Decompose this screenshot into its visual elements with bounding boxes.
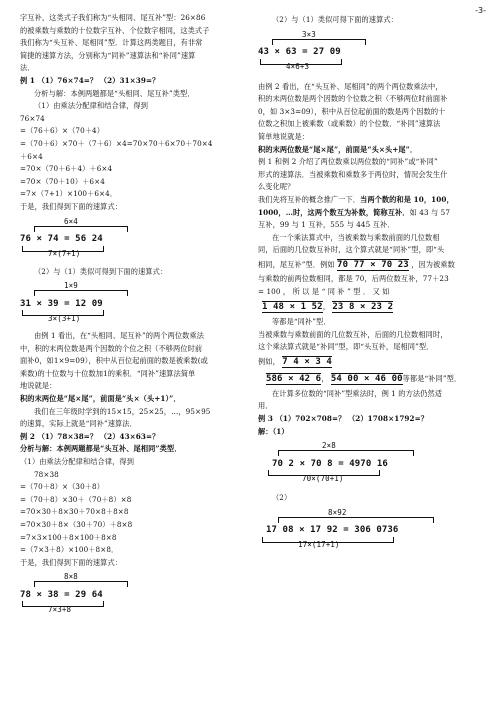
paragraph-line: 乘数)的十位数与十位数加1的乘积．“同补”速算法简单 bbox=[20, 368, 196, 378]
paragraph-line: 形式的速算法．当被乘数和乘数多于两位时，情况会发生什 bbox=[258, 169, 448, 179]
text-span: 相同，尾互补”型．例如 bbox=[258, 259, 335, 269]
paragraph-line: 地说就是： bbox=[20, 381, 57, 391]
paragraph-line: 在计算多位数的“同补”型乘法时，例 1 的方法仍然适 bbox=[272, 388, 443, 398]
example-3-part-2: （2） bbox=[272, 493, 292, 503]
text-span: 如 43 与 57 bbox=[409, 207, 451, 217]
speed-calc-diagram-5 bbox=[258, 440, 486, 488]
left-column bbox=[20, 12, 248, 619]
paragraph-line bbox=[258, 207, 486, 220]
speed-calc-diagram-2 bbox=[20, 280, 248, 326]
paragraph-line bbox=[258, 370, 486, 388]
inline-expression: 54 00 × 46 00 bbox=[330, 373, 403, 384]
diagram-bottom-label: 7×(7+1) bbox=[48, 249, 81, 259]
page-number: -3- bbox=[475, 6, 486, 15]
inline-expression: 586 × 42 6 bbox=[266, 373, 322, 384]
calc-line: 78×38 bbox=[34, 469, 59, 479]
paragraph-line: 中，积的末两位数是两个因数的个位之积（不够两位时前 bbox=[20, 343, 203, 353]
example-1-heading: 例 1 （1）76×74=？ （2）31×39=？ bbox=[20, 75, 160, 85]
paragraph-line: 我们称为“头互补、尾相同”型．计算这两类题目，有非常 bbox=[20, 38, 203, 48]
calc-line: =（76＋6）×（70＋4） bbox=[20, 126, 105, 136]
speed-calc-diagram-1 bbox=[20, 216, 248, 262]
paragraph-line: 在一个乘法算式中，当被乘数与乘数前面的几位数相 bbox=[272, 232, 440, 242]
calc-line: =70×30＋8×30＋70×8＋8×8 bbox=[20, 507, 129, 517]
diagram-bottom-label: 17×(17+1) bbox=[298, 540, 340, 550]
paragraph-line: 么变化呢？ bbox=[258, 182, 295, 192]
example-3-solution: 解：（1） bbox=[258, 426, 289, 436]
paragraph-line: 简单地说就是： bbox=[258, 131, 310, 141]
diagram-expression: 31 × 39 = 12 09 bbox=[20, 298, 103, 309]
calc-line: =70×30＋8×（30＋70）＋8×8 bbox=[20, 520, 133, 529]
paragraph-line: 例 1 和例 2 介绍了两位数乘以两位数的“同补”或“补同” bbox=[258, 157, 438, 167]
diagram-top-label: 8×8 bbox=[64, 572, 78, 582]
paragraph-line: 法． bbox=[20, 63, 35, 73]
paragraph-line: = 100 ， 所 以 是 “ 同 补 ” 型 ． 又 如 bbox=[258, 286, 390, 296]
diagram-top-label: 8×92 bbox=[328, 507, 347, 517]
calc-line: =7×3×100＋8×100＋8×8 bbox=[20, 532, 117, 542]
inline-expression: 7 4 × 3 4 bbox=[282, 356, 332, 367]
paragraph-line: 由例 2 看出，在“头互补、尾相同”的两个两位数乘法中， bbox=[258, 81, 443, 91]
paragraph-line: 互补，99 与 1 互补，555 与 445 互补． bbox=[258, 220, 395, 230]
speed-calc-diagram-4 bbox=[258, 29, 486, 77]
text-span: ， bbox=[321, 373, 329, 383]
paragraph-line bbox=[258, 194, 486, 207]
diagram-top-label: 1×9 bbox=[64, 281, 78, 291]
paragraph-line: 位数之积加上被乘数（或乘数）的个位数．“补同”速算法 bbox=[258, 119, 441, 129]
paragraph-line: 0，如 3×3=09），积中从百位起前面的数是两个因数的十 bbox=[258, 106, 446, 116]
inline-expression: 70 77 × 70 23 bbox=[337, 259, 409, 270]
text-span-bold: 当两个数的和是 10，100， bbox=[360, 194, 454, 204]
text-span: 我们先将互补的概念推广一下． bbox=[258, 194, 361, 204]
text-span: 例如， bbox=[258, 356, 280, 366]
paragraph-line: 积的末两位数是两个因数的个位数之积（不够两位时前面补 bbox=[258, 94, 448, 104]
inline-expression: 23 8 × 23 2 bbox=[332, 302, 394, 313]
diagram-bottom-label: 70×(70+1) bbox=[302, 473, 344, 483]
calc-line: =70×（70＋6＋4）＋6×4 bbox=[20, 164, 113, 174]
paragraph-line bbox=[258, 257, 486, 273]
example-2-heading: 例 2 （1）78×38=？ （2）43×63=？ bbox=[20, 431, 160, 441]
text-span-bold: 1000，…时，这两个数互为补数，简称互补． bbox=[258, 207, 410, 217]
example-2-analysis: 分析与解：本例两题都是“头互补、尾相同”类型． bbox=[20, 444, 182, 454]
diagram-top-label: 6×4 bbox=[64, 216, 78, 226]
calc-line: ＋6×4 bbox=[20, 151, 43, 161]
paragraph-line: 等都是“同补”型． bbox=[272, 317, 331, 327]
speed-calc-diagram-3 bbox=[20, 571, 248, 615]
paragraph-line: 当被乘数与乘数前面的几位数互补，后面的几位数相同时， bbox=[258, 329, 448, 339]
paragraph-line: 1 48 × 1 52， 23 8 × 23 2 bbox=[262, 302, 394, 313]
paragraph-line: 面补0，如1×9=09），积中从百位起前面的数是被乘数(或 bbox=[20, 356, 208, 366]
text-span: ，因为被乘数 bbox=[411, 259, 455, 269]
diagram-expression: 76 × 74 = 56 24 bbox=[20, 234, 103, 245]
paragraph-line bbox=[258, 354, 486, 370]
example-2-step: （1）由乘法分配律和结合律，得到 bbox=[20, 457, 134, 467]
inline-expression: 1 48 × 1 52 bbox=[262, 302, 323, 313]
calc-line: =7×（7+1）×100＋6×4． bbox=[20, 189, 118, 199]
diagram-expression: 17 08 × 17 92 = 306 0736 bbox=[266, 525, 399, 536]
diagram-top-label: 3×3 bbox=[302, 29, 316, 39]
paragraph-line: 由例 1 看出，在“头相同、尾互补”的两个两位数乘法 bbox=[34, 331, 205, 341]
calc-line: =（70＋6）×70＋（7＋6）×4=70×70＋6×70＋70×4 bbox=[20, 138, 213, 148]
example-3-heading: 例 3 （1）702×708=？ （2）1708×1792=？ bbox=[258, 414, 429, 424]
diagram-expression: 43 × 63 = 27 09 bbox=[258, 47, 341, 58]
diagram-bottom-label: 3×(3+1) bbox=[48, 313, 81, 323]
diagram-bottom-label: 7×3+8 bbox=[48, 604, 72, 614]
example-1-step: （1）由乘法分配律和结合律，得到 bbox=[34, 101, 148, 111]
calc-line: 76×74 bbox=[20, 113, 45, 123]
conclusion-line: 于是，我们得到下面的速算式： bbox=[20, 201, 123, 211]
conclusion-line: 于是，我们得到下面的速算式： bbox=[20, 557, 123, 567]
rule-complement-same: 积的末两位数是“尾×尾”，前面是“头×头+尾”． bbox=[258, 144, 418, 154]
speed-calc-diagram-6 bbox=[258, 507, 486, 555]
paragraph-line: 字互补，这类式子我们称为“头相同、尾互补”型：26×86 bbox=[20, 13, 206, 22]
diagram-bottom-label: 4×6+3 bbox=[286, 62, 310, 72]
paragraph-line: 简捷的速算方法，分别称为“同补”速算法和“补同”速算 bbox=[20, 50, 196, 60]
example-1-part-2: （2）与（1）类似可得到下面的速算式： bbox=[34, 266, 168, 276]
diagram-expression: 70 2 × 70 8 = 4970 16 bbox=[272, 458, 388, 469]
calc-line: =（7×3＋8）×100＋8×8． bbox=[20, 545, 119, 555]
diagram-top-label: 2×8 bbox=[322, 441, 336, 451]
example-1-analysis: 分析与解：本例两题都是“头相同、尾互补”类型． bbox=[34, 88, 195, 98]
calc-line: =（70＋8）×30＋（70＋8）×8 bbox=[20, 494, 132, 504]
paragraph-line: 与乘数的前两位数相同，都是 70，后两位数互补，77＋23 bbox=[258, 273, 449, 283]
paragraph-line: 我们在三年级时学到的15×15，25×25，…，95×95 bbox=[34, 406, 211, 416]
text-span: 等都是“补同”型． bbox=[402, 373, 462, 383]
calc-line: =（70＋8）×（30＋8） bbox=[20, 482, 105, 492]
right-column bbox=[258, 14, 486, 559]
diagram-expression: 78 × 38 = 29 64 bbox=[20, 589, 103, 600]
rule-same-complement: 积的末两位是“尾×尾”，前面是“头×（头+1）”． bbox=[20, 394, 181, 404]
paragraph-line: 用． bbox=[258, 401, 273, 411]
calc-line: =70×（70＋10）＋6×4 bbox=[20, 176, 105, 186]
paragraph-line: 同，后面的几位数互补时，这个算式就是“同补”型，即“头 bbox=[258, 245, 445, 255]
paragraph-line: 这个乘法算式就是“补同”型，即“头互补，尾相同”型． bbox=[258, 342, 434, 352]
paragraph-line: 的速算，实际上就是“同补”速算法． bbox=[20, 419, 137, 429]
example-2-part-2: （2）与（1）类似可得下面的速算式： bbox=[272, 15, 398, 24]
paragraph-line: 的被乘数与乘数的十位数字互补、个位数字相同，这类式子 bbox=[20, 25, 210, 35]
